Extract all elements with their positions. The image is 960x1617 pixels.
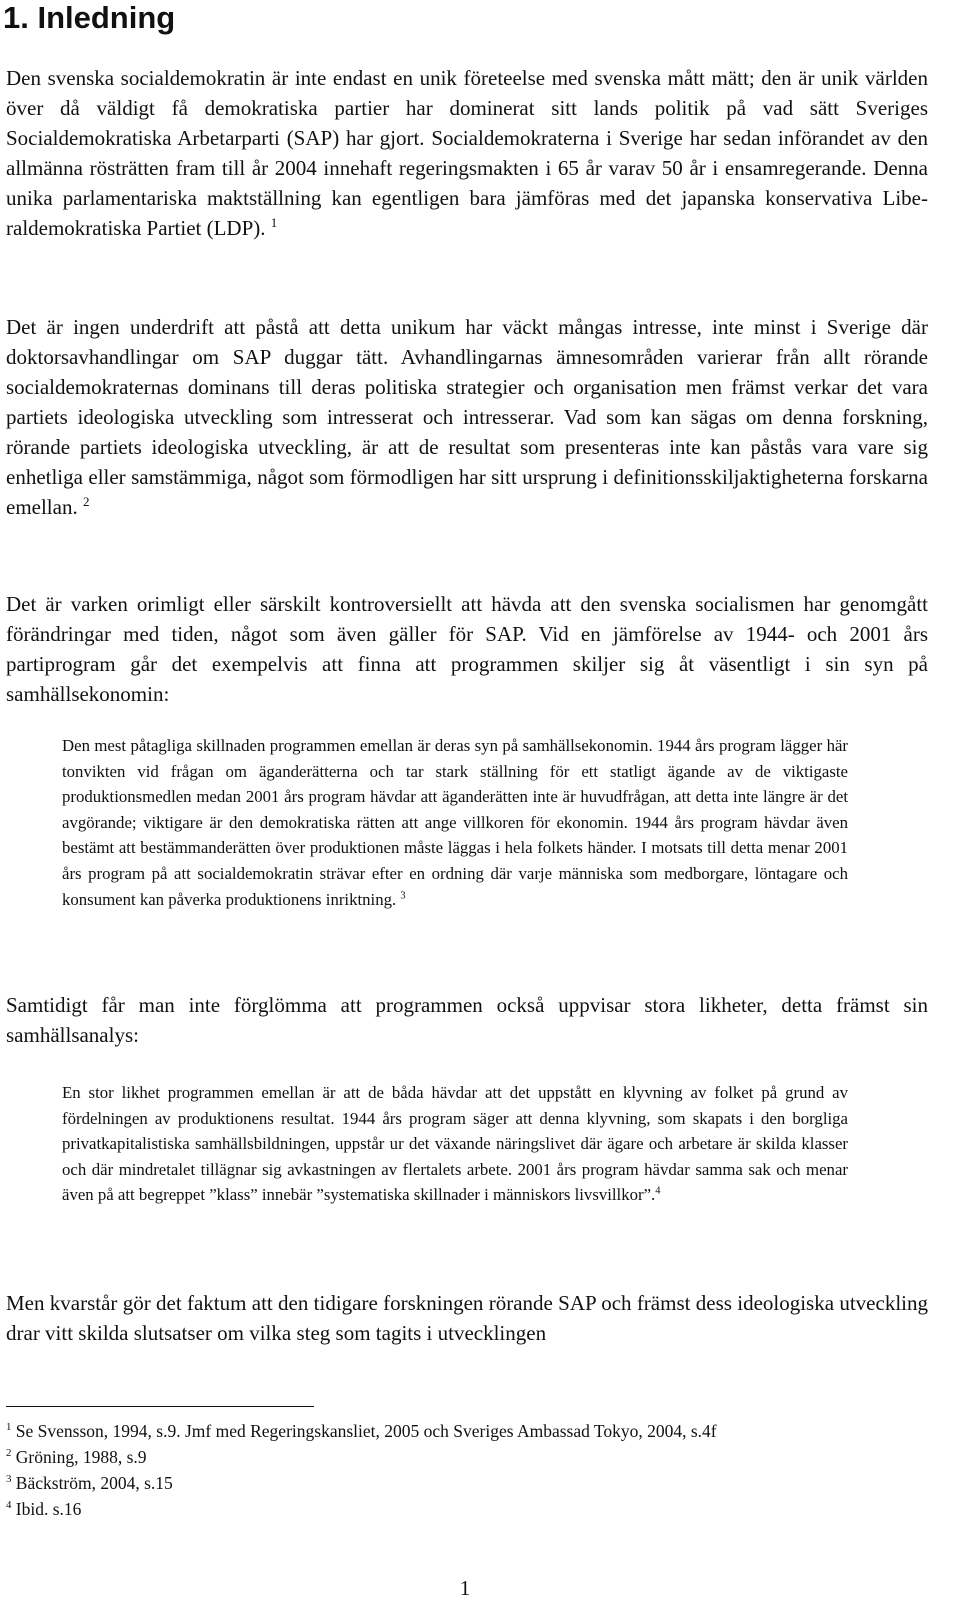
quote-text: Den mest påtagliga skillnaden programmen emellan är deras syn på samhällsekonomin. 1944 års program lägger här tonvikten vid frågan om äganderätterna och tar stark ställning för ett statligt ägande av de viktigaste produktionsmedlen medan 2001 års program hävdar att äganderätten inte är huvudfrågan, att detta inte längre är det avgörande; viktigare är den demokratiska rätten att ange villkoren för ekonomin. 1944 års program hävdar även bestämt att bestämmanderätten över produktionen måste läggas i hela folkets händer. I motsats till detta menar 2001 års program på att socialdemokratin strävar efter en ordning där varje människa som medborgare, löntagare och konsument kan påverka produktionens inriktning. — [62, 736, 848, 909]
footnote-text: Bäckström, 2004, s.15 — [15, 1473, 173, 1493]
paragraph-text: Den svenska socialdemokratin är inte endast en unik företeelse med svenska mått mätt; den är unik världen över då väldigt få demokratiska partier har dominerat sitt lands politik på vad sätt Sveriges Socialdemokratiska Arbetarparti (SAP) har gjort. Socialdemokraterna i Sverige har sedan införandet av den allmänna rösträtten fram till år 2004 innehaft regeringsmakten i 65 år varav 50 år i ensamregerande. Denna unika parlamentariska maktställning kan egentligen bara jämföras med det japanska konservativa Liberaldemokratiska Partiet (LDP). — [6, 66, 928, 240]
footnote-text: Gröning, 1988, s.9 — [15, 1447, 147, 1467]
paragraph-2 — [6, 312, 928, 522]
block-quote-1 — [62, 733, 848, 912]
footnote-ref-1[interactable]: 1 — [270, 215, 278, 230]
footnote-item — [6, 1444, 717, 1470]
footnote-ref-4[interactable]: 4 — [655, 1185, 661, 1197]
footnote-number: 2 — [6, 1447, 12, 1460]
footnote-list — [6, 1418, 717, 1522]
footnote-number: 4 — [6, 1499, 12, 1512]
footnote-item — [6, 1470, 717, 1496]
page-number: 1 — [459, 1576, 471, 1600]
footnote-number: 3 — [6, 1473, 12, 1486]
footnote-text: Se Svensson, 1994, s.9. Jmf med Regeringskansliet, 2005 och Sveriges Ambassad Tokyo, 2004, s.4f — [15, 1421, 717, 1441]
paragraph-text: Det är varken orimligt eller särskilt kontroversiellt att hävda att den svenska socialismen har genomgått förändringar med tiden, något som även gäller för SAP. Vid en jämförelse av 1944- och 2001 års partiprogram går det exempelvis att finna att programmen skiljer sig åt väsentligt i sin syn på samhällsekonomin: — [6, 592, 928, 706]
paragraph-text: Det är ingen underdrift att påstå att detta unikum har väckt mångas intresse, inte minst i Sverige där doktorsavhandlingar om SAP duggar tätt. Avhandlingarnas ämnesområden varierar från allt rörande socialdemokraternas dominans till deras politiska strategier och organisation men främst verkar det vara partiets ideologiska utveckling som intresserat och intresserar. Vad som kan sägas om denna forskning, rörande partiets ideologiska utveckling, är att de resultat som presenteras inte kan påstås vara vare sig enhetliga eller samstämmiga, något som förmodligen har sitt ursprung i definitionsskiljaktigheterna forskarna emellan. — [6, 315, 928, 519]
paragraph-text: Samtidigt får man inte förglömma att programmen också uppvisar stora likheter, detta främst sin samhällsanalys: — [6, 993, 928, 1047]
footnote-ref-2[interactable]: 2 — [82, 494, 90, 509]
paragraph-text: Men kvarstår gör det faktum att den tidigare forskningen rörande SAP och främst dess ideologiska utveckling drar vitt skilda slutsatser om vilka steg som tagits i utvecklingen — [6, 1291, 928, 1345]
quote-text: En stor likhet programmen emellan är att de båda hävdar att det uppstått en klyvning av folket på grund av fördelningen av produktionens resultat. 1944 års program säger att denna klyvning, som skapats i den borgliga privatkapitalistiska samhällsbildningen, uppstår ur det växande näringslivet där ägare och arbetare är skilda klasser och där mindretalet tillägnar sig avkastningen av flertalets arbete. 2001 års program hävdar samma sak och menar även på att begreppet ”klass” innebär ”systematiska skillnader i människors livsvillkor”. — [62, 1083, 848, 1205]
paragraph-5 — [6, 1288, 928, 1348]
footnote-item — [6, 1418, 717, 1444]
footnote-item — [6, 1496, 717, 1522]
paragraph-1 — [6, 63, 928, 243]
paragraph-3 — [6, 589, 928, 709]
paragraph-4 — [6, 990, 928, 1050]
footnote-text: Ibid. s.16 — [15, 1499, 82, 1519]
footnote-ref-3[interactable]: 3 — [400, 889, 406, 901]
section-heading: 1. Inledning — [3, 0, 176, 35]
block-quote-2 — [62, 1080, 848, 1208]
footnote-number: 1 — [6, 1421, 12, 1434]
footnote-divider — [6, 1406, 314, 1407]
